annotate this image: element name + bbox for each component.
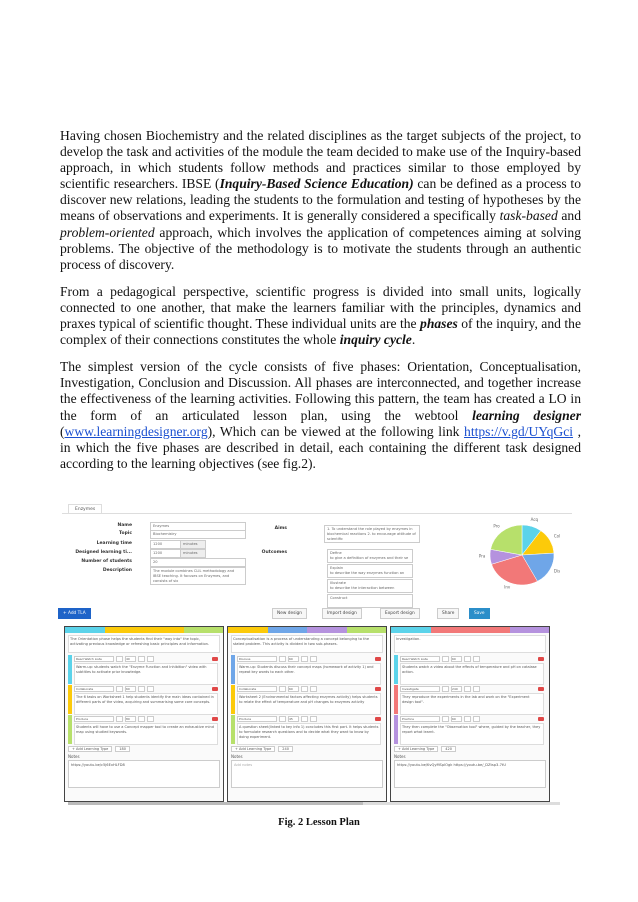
clock-icon	[279, 686, 286, 692]
outcome-text: to describe the way enzymes function an	[330, 571, 405, 575]
horizontal-scrollbar[interactable]	[68, 802, 560, 805]
activity-text[interactable]: Warm-up: students watch the "Enzyme Function and Inhibition" video with subtitles to activate prior knowledge.	[74, 663, 218, 685]
clock-icon	[116, 716, 123, 722]
activity-text[interactable]: Students will have to use a Concept mapper tool to create an exhaustive mind map using studied keywords.	[74, 723, 218, 745]
outcome-item[interactable]	[327, 564, 413, 578]
clock-icon	[442, 716, 449, 722]
learning-type-select[interactable]: Investigate	[400, 686, 440, 692]
delete-icon[interactable]	[538, 717, 544, 721]
delete-icon[interactable]	[212, 657, 218, 661]
activity-text[interactable]: A question sheet(linked to key info 1) concludes this first part. It helps students to formulate research questions and to decide what they want to know by doing experiment.	[237, 723, 381, 745]
edit-icon[interactable]	[473, 686, 480, 692]
total-minutes: 180	[115, 746, 130, 752]
unit-label: minutes	[180, 540, 206, 549]
outcome-verb: Explain	[330, 566, 344, 570]
minutes-input[interactable]: 240	[451, 686, 462, 692]
minutes-input[interactable]: 80	[125, 716, 136, 722]
pie-label: Pro	[493, 523, 500, 529]
text: .	[411, 332, 416, 348]
minutes-input[interactable]: 45	[288, 716, 299, 722]
field-input[interactable]: 1200	[150, 540, 182, 549]
paragraph-phases	[60, 284, 581, 348]
divider	[62, 513, 572, 514]
text: Having chosen Biochemistry and the related disciplines as the target subjects of the project, to develop the task and activities of the module the team decided to make use of the Inquiry-based approach, in which students follow methods and practices similar to those employed by scientific researchers. IBSE (	[60, 128, 581, 192]
emphasis: phases	[420, 316, 458, 332]
learningdesigner-link[interactable]: www.learningdesigner.org	[64, 423, 208, 439]
text: of the inquiry, and the complex of their connections constitutes the whole	[60, 316, 581, 348]
notes-field[interactable]: https://youtu.be/KvQyMSplOgk https://youtu.be/_DZtsp3-7tU	[394, 760, 546, 788]
clock-icon	[442, 656, 449, 662]
field-label: Description	[102, 568, 132, 573]
group-icon[interactable]	[301, 656, 308, 662]
emphasis: Inquiry-Based Science Education)	[219, 176, 414, 192]
learning-type-bar	[228, 627, 386, 633]
notes-field[interactable]: Add notes	[231, 760, 383, 788]
field-label: Learning time	[96, 541, 132, 546]
phase-column	[390, 626, 550, 802]
group-icon[interactable]	[138, 686, 145, 692]
paragraph-ibse	[60, 128, 581, 273]
learning-type-select[interactable]: Read Watch Liste	[74, 656, 114, 662]
phase-description[interactable]: Conceptualisation is a process of understanding a concept belonging to the stated problem. This activity is divided in two sub-phases.	[231, 635, 383, 653]
clock-icon	[279, 716, 286, 722]
field-label: Name	[117, 523, 132, 528]
edit-icon[interactable]	[473, 656, 480, 662]
outcome-verb: Define	[330, 551, 342, 555]
group-icon[interactable]	[301, 686, 308, 692]
learning-types-pie-chart	[467, 515, 577, 595]
edit-icon[interactable]	[147, 686, 154, 692]
activity-card	[68, 715, 220, 744]
lesson-plan-link[interactable]: https://v.gd/UYqGci	[464, 423, 574, 439]
aims-field[interactable]: 1. To understand the role played by enzymes in biochemical reactions 2. to encourage attitude of scientific	[324, 525, 420, 543]
clock-icon	[279, 656, 286, 662]
add-learning-type-button[interactable]: + Add Learning Type	[231, 746, 275, 752]
outcome-verb: Construct	[330, 596, 348, 600]
lesson-plan-screenshot	[62, 500, 580, 810]
share-button[interactable]: Share	[437, 608, 459, 619]
outcome-verb: Illustrate	[330, 581, 346, 585]
clock-icon	[116, 686, 123, 692]
learning-type-bar	[391, 627, 549, 633]
text: (	[60, 423, 65, 439]
edit-icon[interactable]	[473, 716, 480, 722]
edit-icon[interactable]	[310, 656, 317, 662]
delete-icon[interactable]	[212, 717, 218, 721]
pie-label: Acq	[530, 516, 539, 522]
notes-label: Notes	[231, 754, 243, 759]
unit-label: minutes	[180, 549, 206, 558]
activity-card	[231, 685, 383, 714]
field-input[interactable]: Biochemistry	[150, 530, 246, 539]
learning-type-select[interactable]: Practice	[400, 716, 440, 722]
learning-type-select[interactable]: Read Watch Liste	[400, 656, 440, 662]
paragraph-cycle	[60, 359, 581, 472]
edit-icon[interactable]	[310, 716, 317, 722]
add-tla-button[interactable]: + Add TLA	[58, 608, 91, 619]
outcome-item[interactable]	[327, 594, 413, 608]
phase-description[interactable]: Investigation.	[394, 635, 546, 653]
export-design-button[interactable]: Export design	[380, 608, 420, 619]
tab-enzymes[interactable]: Enzymes	[68, 504, 102, 514]
edit-icon[interactable]	[147, 716, 154, 722]
new-design-button[interactable]: New design	[272, 608, 307, 619]
notes-label: Notes	[394, 754, 406, 759]
group-icon[interactable]	[138, 656, 145, 662]
outcome-text: to describe the interaction between	[330, 586, 395, 590]
add-learning-type-button[interactable]: + Add Learning Type	[68, 746, 112, 752]
activity-text[interactable]: Warm-up: Students discuss their concept maps (homework of activity 1) and repeat key words to each other.	[237, 663, 381, 685]
delete-icon[interactable]	[212, 687, 218, 691]
delete-icon[interactable]	[538, 687, 544, 691]
delete-icon[interactable]	[375, 657, 381, 661]
activity-card	[68, 655, 220, 684]
field-input[interactable]: Enzymes	[150, 522, 246, 531]
group-icon[interactable]	[464, 716, 471, 722]
learning-type-select[interactable]: Collaborate	[237, 686, 277, 692]
emphasis: problem-oriented	[60, 224, 155, 240]
text: The simplest version of the cycle consists of five phases: Orientation, Conceptualisation, Investigation, Conclusion and Discussion. All phases are interconnected, and together increase the effectiveness of the learning activities. Following this pattern, the team has created a LO in the form of an articulated lesson plan, using the webtool	[60, 359, 581, 423]
outcome-text: to give a definition of enzymes and their se	[330, 556, 409, 560]
activity-text[interactable]: The 6 tasks on Worksheet 1 help students identify the main ideas contained in different parts of the video, acquiring and summarising some core concepts.	[74, 693, 218, 715]
text: can be defined as a process to discover new relations, leading the students to the formulation and testing of hypotheses by the means of observations and experiments. It is generally considered a specifically	[60, 176, 582, 224]
text: approach, which involves the application of competences aiming at solving problems. The objective of the methodology is to motivate the students through an authentic process of discovery.	[60, 224, 581, 272]
learning-type-select[interactable]: Collaborate	[74, 686, 114, 692]
minutes-input[interactable]: 40	[125, 656, 136, 662]
field-input[interactable]: 20	[150, 558, 246, 567]
activity-card	[231, 655, 383, 684]
phase-column	[64, 626, 224, 802]
notes-label: Notes	[68, 754, 80, 759]
notes-field[interactable]: https://youtu.be/c5j6ExHLFD8	[68, 760, 220, 788]
activity-card	[394, 715, 546, 744]
outcome-item[interactable]	[327, 579, 413, 593]
pie-label: Dis	[553, 568, 561, 574]
minutes-input[interactable]: 60	[451, 656, 462, 662]
activity-text[interactable]: They then complete the "Observation tool" where, guided by the teacher, they report what learnt.	[400, 723, 544, 745]
import-design-button[interactable]: Import design	[322, 608, 362, 619]
minutes-input[interactable]: 60	[288, 656, 299, 662]
activity-text[interactable]: Students watch a video about the effects of temperature and pH on catalase action.	[400, 663, 544, 685]
group-icon[interactable]	[464, 656, 471, 662]
field-label: Number of students	[81, 559, 132, 564]
field-input[interactable]: The module combines CLIL methodology and IBSE teaching. It focuses on Enzymes, and consists of six	[150, 567, 246, 585]
learning-type-select[interactable]: Discuss	[237, 656, 277, 662]
delete-icon[interactable]	[538, 657, 544, 661]
phase-description[interactable]: The Orientation phase helps the students find their "way into" the topic, activating previous knowledge or refreshing basic principles and information.	[68, 635, 220, 653]
delete-icon[interactable]	[375, 717, 381, 721]
add-learning-type-button[interactable]: + Add Learning Type	[394, 746, 438, 752]
text: , in which the five phases are described in detail, each containing the different task designed according to the learning objectives (see fig.2).	[60, 423, 581, 471]
aims-label: Aims	[274, 526, 287, 531]
emphasis: inquiry cycle	[339, 332, 412, 348]
activity-card	[231, 715, 383, 744]
edit-icon[interactable]	[310, 686, 317, 692]
minutes-input[interactable]: 60	[125, 686, 136, 692]
minutes-input[interactable]: 60	[288, 686, 299, 692]
emphasis: task-based	[499, 208, 558, 224]
emphasis: learning designer	[472, 407, 581, 423]
figure-caption: Fig. 2 Lesson Plan	[278, 817, 360, 828]
text: ), Which can be viewed at the following link	[207, 423, 465, 439]
edit-icon[interactable]	[147, 656, 154, 662]
clock-icon	[116, 656, 123, 662]
outcomes-label: Outcomes	[261, 550, 287, 555]
group-icon[interactable]	[138, 716, 145, 722]
activity-text[interactable]: Worksheet 2 (Environmental factors affecting enzymes activity) helps students to relate the effect of temperature and pH changes to enzymes activity	[237, 693, 381, 715]
group-icon[interactable]	[301, 716, 308, 722]
pie-label: Inv	[504, 584, 511, 590]
pie-label: Pra	[478, 553, 486, 559]
learning-type-select[interactable]: Produce	[237, 716, 277, 722]
activity-card	[394, 655, 546, 684]
save-button[interactable]: Save	[469, 608, 490, 619]
minutes-input[interactable]: 60	[451, 716, 462, 722]
activity-text[interactable]: They reproduce the experiments in the lab and work on the "Experiment design tool".	[400, 693, 544, 715]
delete-icon[interactable]	[375, 687, 381, 691]
pie-label: Col	[553, 533, 561, 539]
outcome-item[interactable]	[327, 549, 413, 563]
activity-card	[394, 685, 546, 714]
learning-type-select[interactable]: Produce	[74, 716, 114, 722]
text: and	[557, 208, 582, 224]
activity-card	[68, 685, 220, 714]
group-icon[interactable]	[464, 686, 471, 692]
clock-icon	[442, 686, 449, 692]
total-minutes: 420	[441, 746, 456, 752]
field-label: Designed learning ti...	[75, 550, 132, 555]
body-text	[60, 128, 581, 483]
text: From a pedagogical perspective, scientific progress is divided into small units, logically connected to one another, that make the learners familiar with the principles, dynamics and praxes typical of scientific thought. These individual units are the	[60, 283, 581, 332]
field-input[interactable]: 1200	[150, 549, 182, 558]
field-label: Topic	[119, 531, 132, 536]
learning-type-bar	[65, 627, 223, 633]
phase-column	[227, 626, 387, 802]
total-minutes: 240	[278, 746, 293, 752]
